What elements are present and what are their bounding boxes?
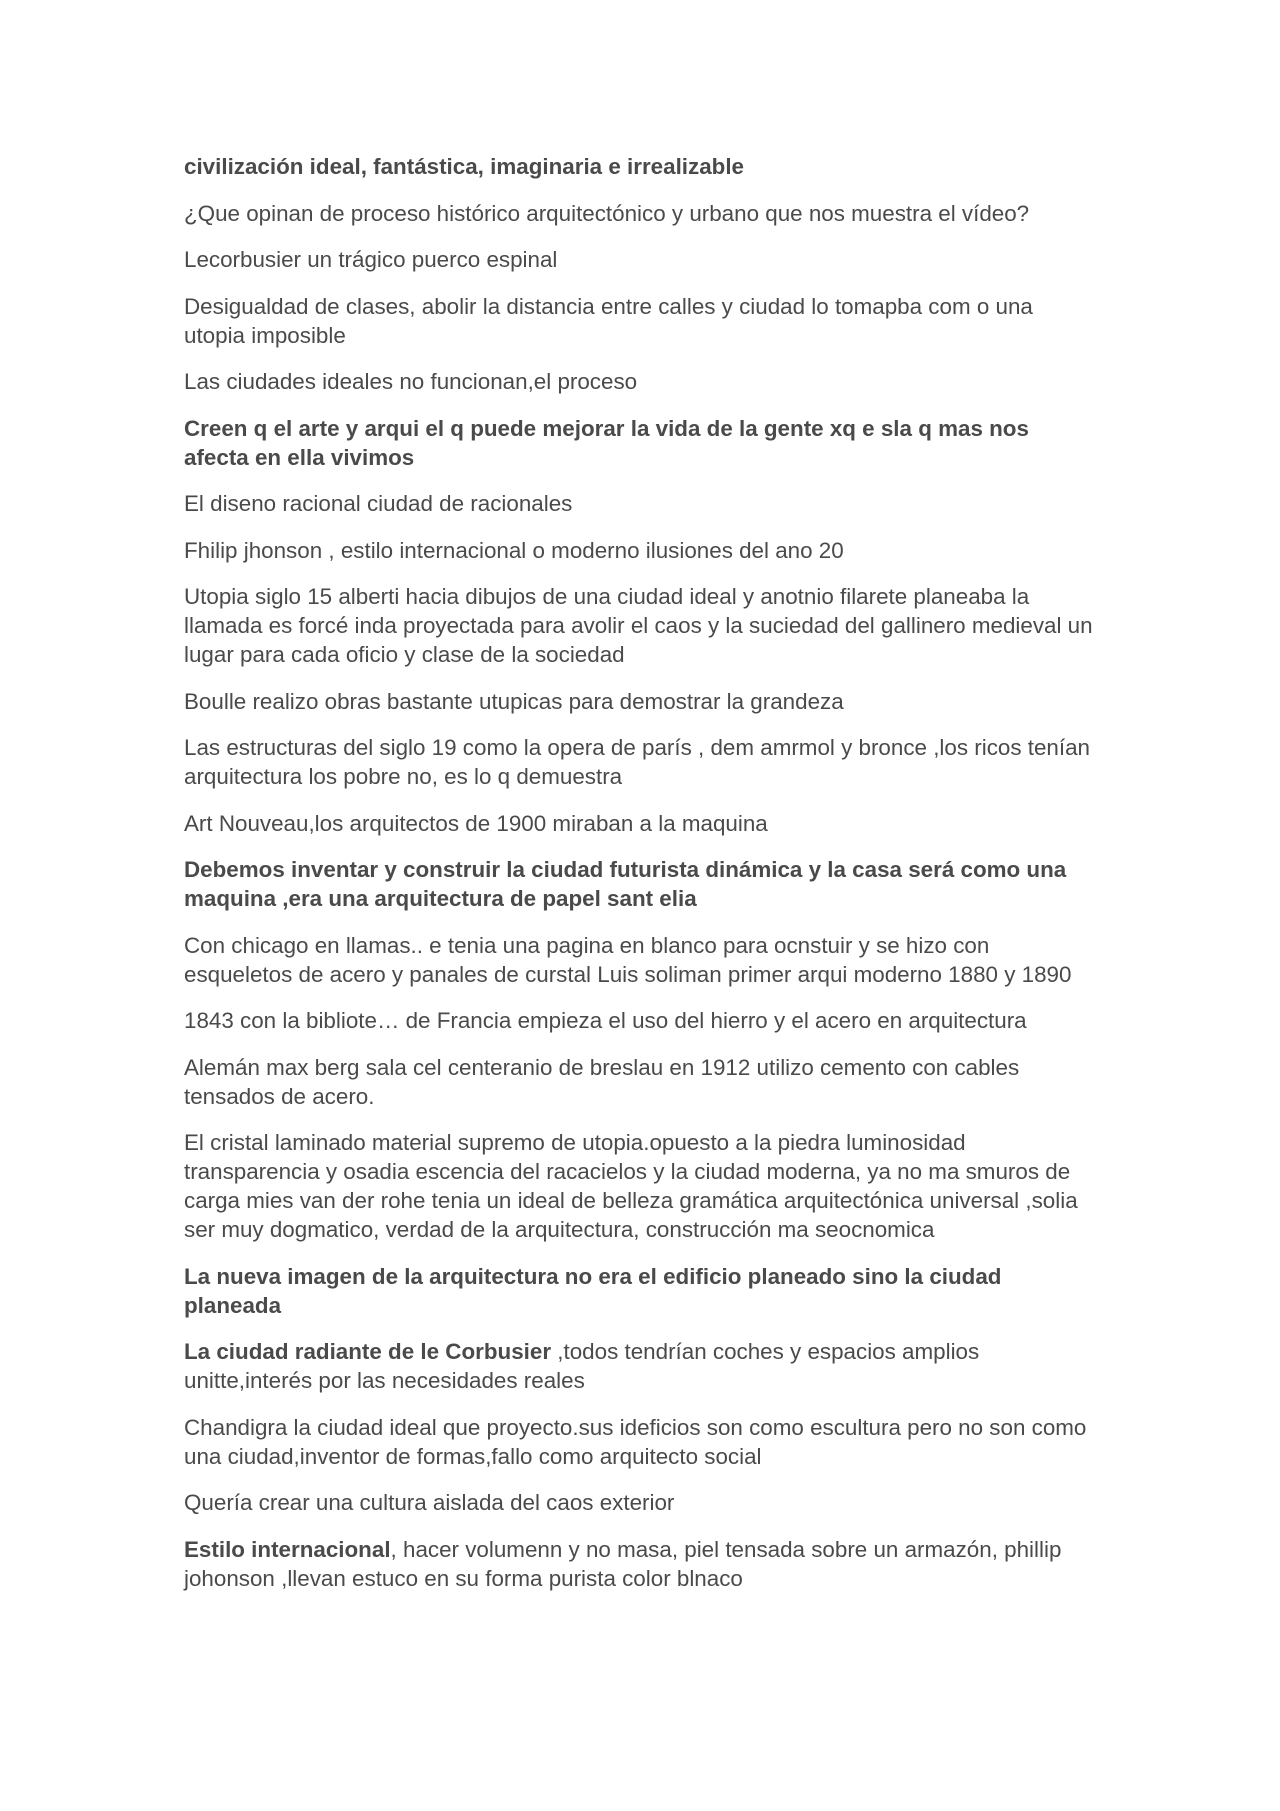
paragraph-mixed xyxy=(184,1337,1096,1395)
paragraph: Quería crear una cultura aislada del caos exterior xyxy=(184,1490,675,1515)
paragraph-rest: ,todos tendrían coches y espacios amplios unitte,interés por las necesidades reales xyxy=(184,1339,980,1393)
paragraph: Fhilip jhonson , estilo internacional o moderno ilusiones del ano 20 xyxy=(184,537,844,563)
paragraph-bold-lead: Estilo internacional xyxy=(184,1536,391,1562)
paragraph: Alemán max berg sala cel centeranio de breslau en 1912 utilizo cemento con cables tensados de acero. xyxy=(184,1054,1020,1109)
paragraph-bold: Debemos inventar y construir la ciudad futurista dinámica y la casa será como una maquina ,era una arquitectura de papel sant elia xyxy=(184,857,1067,911)
paragraph-bold: Creen q el arte y arqui el q puede mejorar la vida de la gente xq e sla q mas nos afecta en ella vivimos xyxy=(184,415,1029,470)
paragraph: Boulle realizo obras bastante utupicas para demostrar la grandeza xyxy=(184,688,844,714)
paragraph: Utopia siglo 15 alberti hacia dibujos de una ciudad ideal y anotnio filarete planeaba la llamada es forcé inda proyectada para avolir el caos y la suciedad del gallinero medieval un lugar para cada oficio y clase de la sociedad xyxy=(184,584,1093,667)
paragraph-heading: civilización ideal, fantástica, imaginaria e irrealizable xyxy=(184,154,745,179)
document-body xyxy=(184,152,1096,1610)
paragraph: Lecorbusier un trágico puerco espinal xyxy=(184,247,558,272)
paragraph: Las estructuras del siglo 19 como la opera de parís , dem amrmol y bronce ,los ricos tenían arquitectura los pobre no, es lo q demuestra xyxy=(184,735,1091,789)
paragraph: Art Nouveau,los arquitectos de 1900 miraban a la maquina xyxy=(184,810,768,836)
paragraph: ¿Que opinan de proceso histórico arquitectónico y urbano que nos muestra el vídeo? xyxy=(184,200,1030,226)
paragraph: Desigualdad de clases, abolir la distancia entre calles y ciudad lo tomapba com o una utopia imposible xyxy=(184,293,1033,348)
paragraph: Las ciudades ideales no funcionan,el proceso xyxy=(184,369,638,394)
paragraph-mixed xyxy=(184,1535,1096,1593)
paragraph: 1843 con la bibliote… de Francia empieza el uso del hierro y el acero en arquitectura xyxy=(184,1008,1027,1033)
paragraph-bold-lead: La ciudad radiante de le Corbusier xyxy=(184,1339,552,1364)
paragraph: Chandigra la ciudad ideal que proyecto.sus ideficios son como escultura pero no son como una ciudad,inventor de formas,fallo como arquitecto social xyxy=(184,1414,1087,1469)
paragraph: Con chicago en llamas.. e tenia una pagina en blanco para ocnstuir y se hizo con esqueletos de acero y panales de curstal Luis soliman primer arqui moderno 1880 y 1890 xyxy=(184,932,1072,987)
paragraph: El cristal laminado material supremo de utopia.opuesto a la piedra luminosidad transparencia y osadia escencia del racacielos y la ciudad moderna, ya no ma smuros de carga mies van der rohe tenia un ideal de belleza gramática arquitectónica universal ,solia ser muy dogmatico, verdad de la arquitectura, construcción ma seocnomica xyxy=(184,1130,1078,1242)
paragraph: El diseno racional ciudad de racionales xyxy=(184,491,573,516)
paragraph-rest: , hacer volumenn y no masa, piel tensada sobre un armazón, phillip johonson ,llevan estuco en su forma purista color blnaco xyxy=(184,1536,1062,1591)
paragraph-bold: La nueva imagen de la arquitectura no era el edificio planeado sino la ciudad planeada xyxy=(184,1263,1002,1318)
